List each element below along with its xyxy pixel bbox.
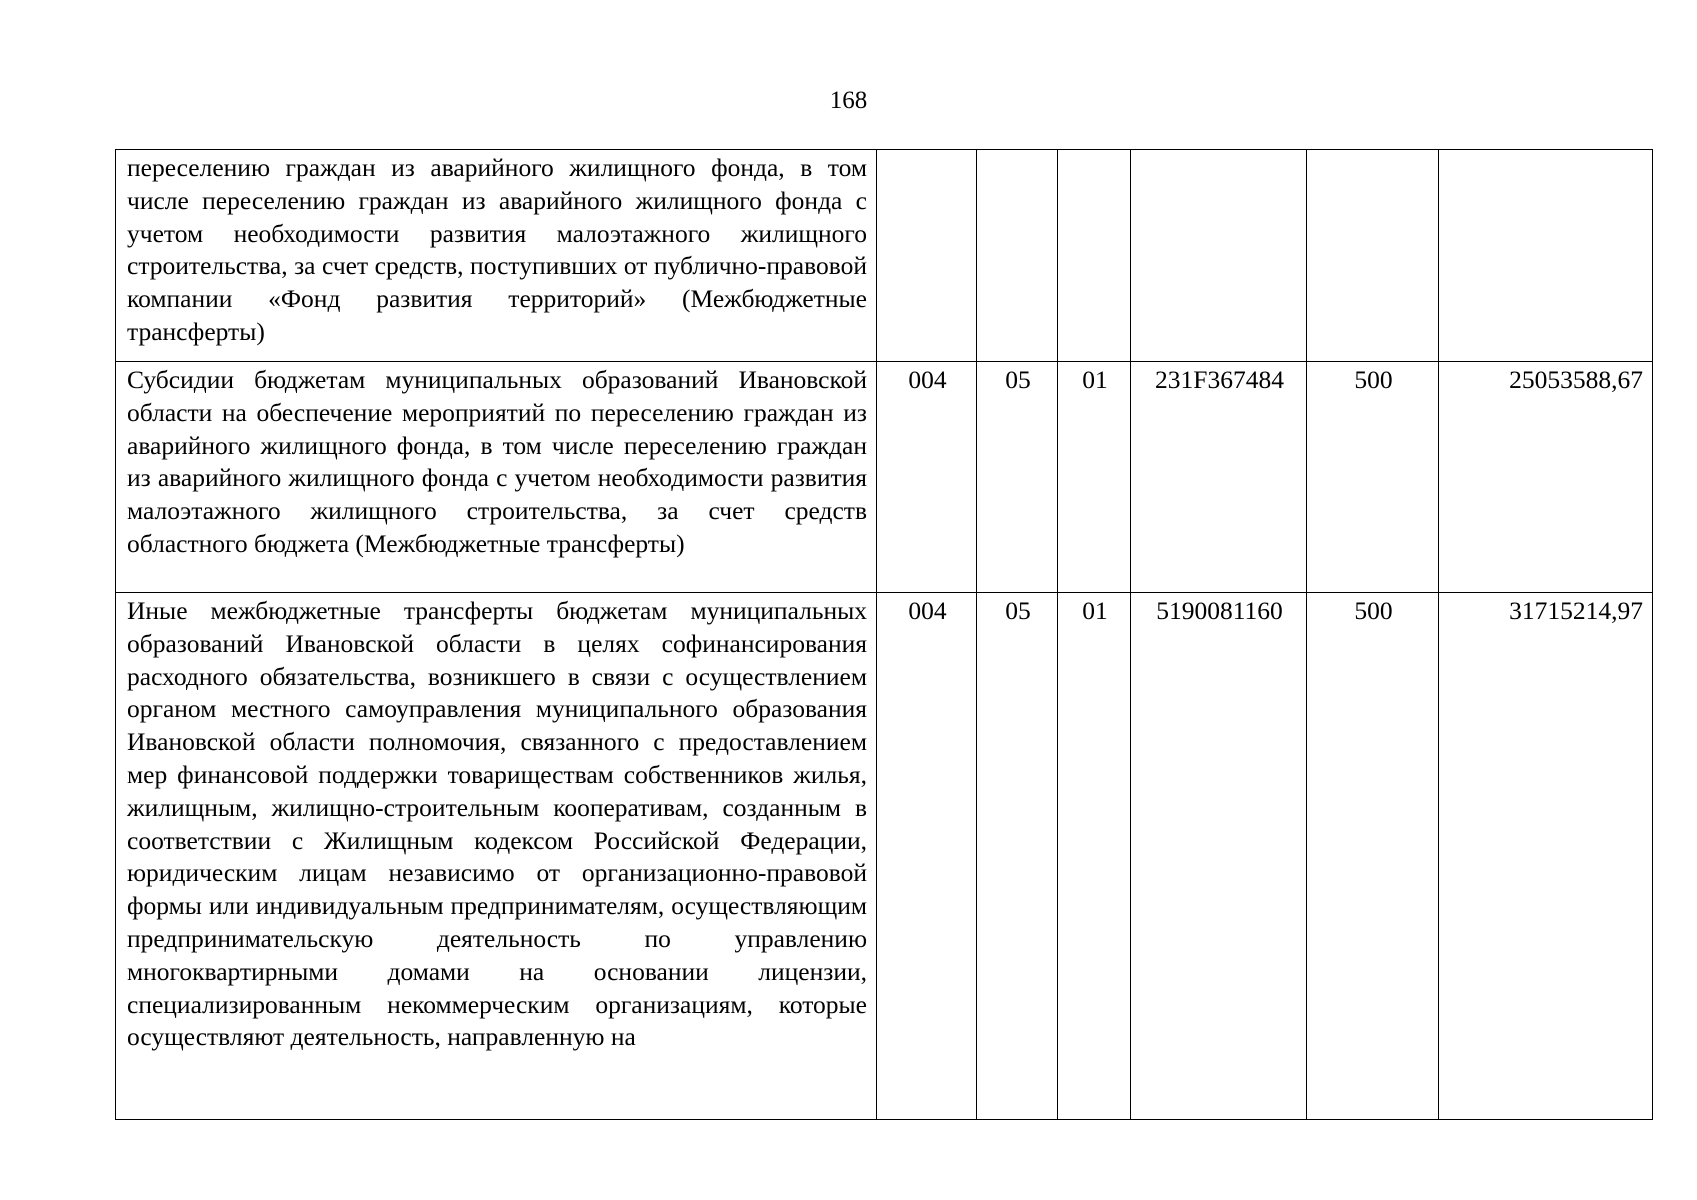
target-article-code: 5190081160: [1131, 593, 1307, 1120]
page-number: 168: [829, 87, 868, 114]
amount: 31715214,97: [1439, 593, 1653, 1120]
expense-type-code: [1307, 150, 1439, 362]
ministry-code: [877, 150, 977, 362]
table-row: [116, 362, 1653, 593]
table-row: [116, 150, 1653, 362]
expense-type-code: 500: [1307, 362, 1439, 593]
row-description: Иные межбюджетные трансферты бюджетам муниципальных образований Ивановской области в целях софинансирования расходного обязательства, возникшего в связи с осуществлением органом местного самоуправления муниципального образования Ивановской области полномочия, связанного с предоставлением мер финансовой поддержки товариществам собственников жилья, жилищным, жилищно-строительным кооперативам, созданным в соответствии с Жилищным кодексом Российской Федерации, юридическим лицам независимо от организационно-правовой формы или индивидуальным предпринимателям, осуществляющим предпринимательскую деятельность по управлению многоквартирными домами на основании лицензии, специализированным некоммерческим организациям, которые осуществляют деятельность, направленную на: [116, 593, 877, 1120]
expense-type-code: 500: [1307, 593, 1439, 1120]
ministry-code: 004: [877, 593, 977, 1120]
amount: [1439, 150, 1653, 362]
row-description: переселению граждан из аварийного жилищного фонда, в том числе переселению граждан из аварийного жилищного фонда с учетом необходимости развития малоэтажного жилищного строительства, за счет средств, поступивших от публично-правовой компании «Фонд развития территорий» (Межбюджетные трансферты): [116, 150, 877, 362]
subsection-code: 01: [1058, 362, 1131, 593]
subsection-code: 01: [1058, 593, 1131, 1120]
target-article-code: [1131, 150, 1307, 362]
amount: 25053588,67: [1439, 362, 1653, 593]
budget-table: [115, 149, 1653, 1120]
target-article-code: 231F367484: [1131, 362, 1307, 593]
section-code: [977, 150, 1058, 362]
row-description: Субсидии бюджетам муниципальных образований Ивановской области на обеспечение мероприятий по переселению граждан из аварийного жилищного фонда, в том числе переселению граждан из аварийного жилищного фонда с учетом необходимости развития малоэтажного жилищного строительства, за счет средств областного бюджета (Межбюджетные трансферты): [116, 362, 877, 593]
ministry-code: 004: [877, 362, 977, 593]
section-code: 05: [977, 593, 1058, 1120]
section-code: 05: [977, 362, 1058, 593]
subsection-code: [1058, 150, 1131, 362]
table-row: [116, 593, 1653, 1120]
